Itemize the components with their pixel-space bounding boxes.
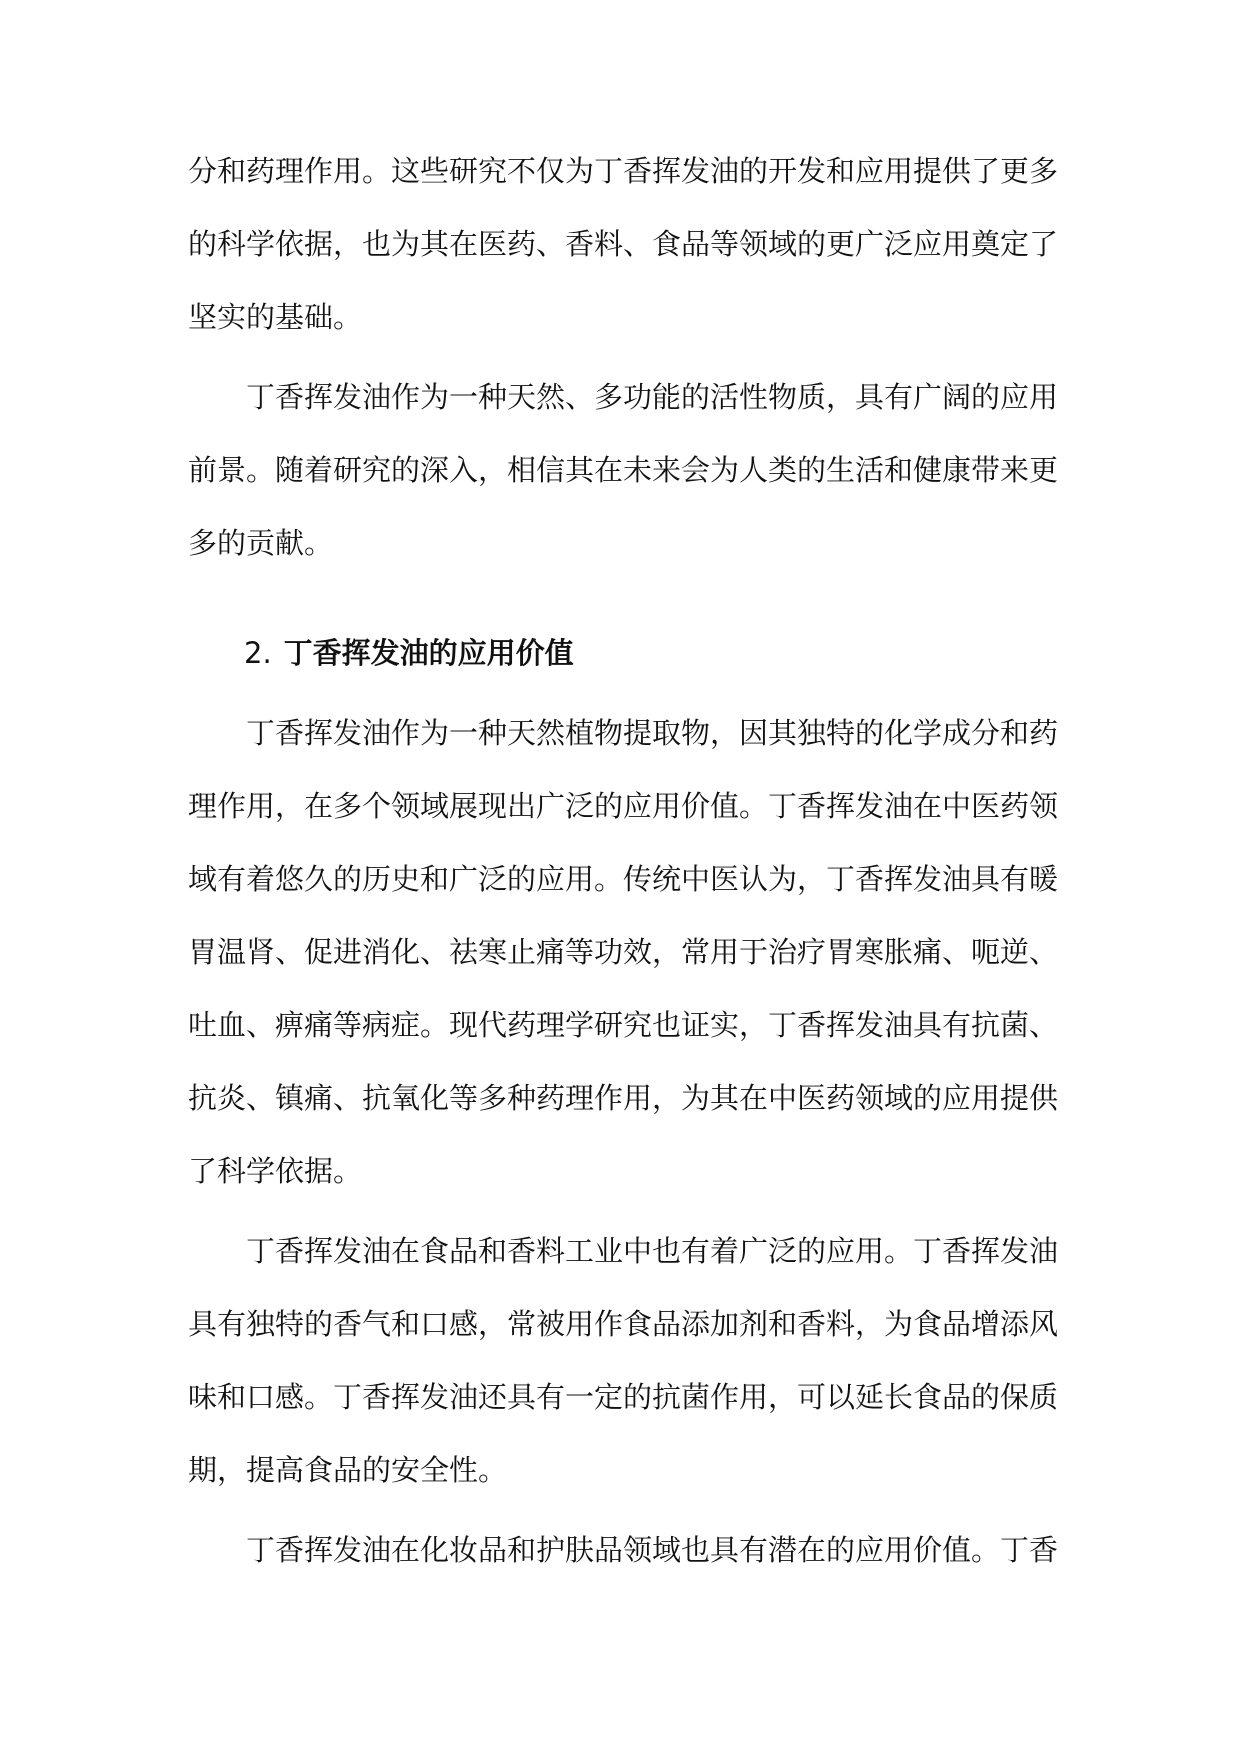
section-heading: [244, 633, 574, 673]
text-line: 期，提高食品的安全性。: [188, 1453, 508, 1487]
text-line: 了科学依据。: [188, 1154, 363, 1188]
text-line: 多的贡献。: [188, 526, 334, 560]
text-line: 理作用，在多个领域展现出广泛的应用价值。丁香挥发油在中医药领: [188, 789, 1059, 823]
text-line: 丁香挥发油作为一种天然植物提取物，因其独特的化学成分和药: [246, 716, 1059, 750]
section-title: 丁香挥发油的应用价值: [283, 636, 574, 670]
text-line: 丁香挥发油在食品和香料工业中也有着广泛的应用。丁香挥发油: [246, 1234, 1059, 1268]
text-line: 吐血、痹痛等病症。现代药理学研究也证实，丁香挥发油具有抗菌、: [188, 1008, 1059, 1042]
text-line: 胃温肾、促进消化、祛寒止痛等功效，常用于治疗胃寒胀痛、呃逆、: [188, 935, 1059, 969]
text-line: 的科学依据，也为其在医药、香料、食品等领域的更广泛应用奠定了: [188, 227, 1059, 261]
text-line: 前景。随着研究的深入，相信其在未来会为人类的生活和健康带来更: [188, 453, 1059, 487]
text-line: 坚实的基础。: [188, 300, 363, 334]
text-line: 丁香挥发油在化妆品和护肤品领域也具有潜在的应用价值。丁香: [246, 1533, 1059, 1567]
section-number: 2.: [244, 636, 272, 670]
text-line: 域有着悠久的历史和广泛的应用。传统中医认为，丁香挥发油具有暖: [188, 862, 1059, 896]
text-line: 抗炎、镇痛、抗氧化等多种药理作用，为其在中医药领域的应用提供: [188, 1081, 1059, 1115]
text-line: 具有独特的香气和口感，常被用作食品添加剂和香料，为食品增添风: [188, 1307, 1059, 1341]
text-line: 分和药理作用。这些研究不仅为丁香挥发油的开发和应用提供了更多: [188, 154, 1059, 188]
text-line: 味和口感。丁香挥发油还具有一定的抗菌作用，可以延长食品的保质: [188, 1380, 1059, 1414]
text-line: 丁香挥发油作为一种天然、多功能的活性物质，具有广阔的应用: [246, 380, 1059, 414]
